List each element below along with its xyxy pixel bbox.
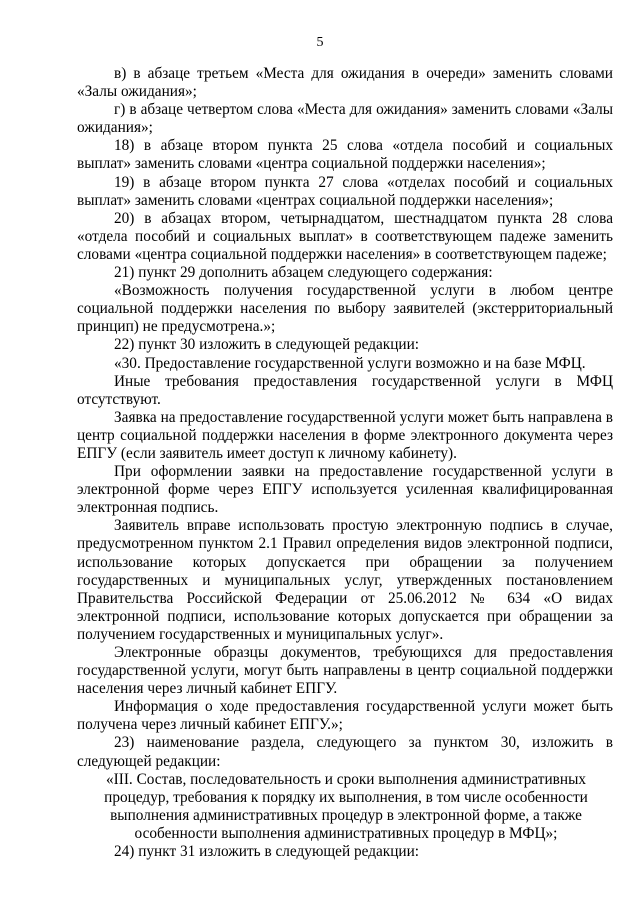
paragraph-item-21: 21) пункт 29 дополнить абзацем следующего содержания:: [114, 264, 493, 282]
paragraph-qualified-signature: При оформлении заявки на предоставление государственной услуги в электронной форме через ЕПГУ используется усиленная квалифицированная электронная подпись.: [77, 463, 613, 517]
paragraph-simple-signature: Заявитель вправе использовать простую электронную подпись в случае, предусмотренном пунктом 2.1 Правил определения видов электронной подписи, использование которых допускается при обращении за получением государственных и муниципальных услуг, утвержденных постановлением Правительства Российской Федерации от 25.06.2012 № 634 «О видах электронной подписи, использование которых допускается при обращении за получением государственных и муниципальных услуг».: [77, 517, 613, 643]
paragraph-electronic-documents: Электронные образцы документов, требующихся для предоставления государственной услуги, могут быть направлены в центр социальной поддержки населения через личный кабинет ЕПГУ.: [77, 644, 613, 698]
paragraph-item-21-quote: «Возможность получения государственной услуги в любом центре социальной поддержки населения по выбору заявителей (экстерриториальный принцип) не предусмотрена.»;: [77, 282, 613, 336]
paragraph-amendment-v: в) в абзаце третьем «Места для ожидания в очереди» заменить словами «Залы ожидания»;: [77, 65, 613, 101]
paragraph-item-18: 18) в абзаце втором пункта 25 слова «отдела пособий и социальных выплат» заменить словами «центра социальной поддержки населения»;: [77, 137, 613, 173]
section-heading-iii: «III. Состав, последовательность и сроки выполнения административных процедур, требования к порядку их выполнения, в том числе особенности выполнения административных процедур в электронной форме, а также особенности выполнения административных процедур в МФЦ»;: [104, 770, 588, 842]
paragraph-amendment-g: г) в абзаце четвертом слова «Места для ожидания» заменить словами «Залы ожидания»;: [77, 101, 613, 137]
paragraph-item-22: 22) пункт 30 изложить в следующей редакции:: [114, 336, 420, 354]
paragraph-item-30-quote: «30. Предоставление государственной услуги возможно и на базе МФЦ.: [114, 354, 586, 372]
paragraph-item-20: 20) в абзацах втором, четырнадцатом, шестнадцатом пункта 28 слова «отдела пособий и социальных выплат» в соответствующем падеже заменить словами «центра социальной поддержки населения» в соответствующем падеже;: [77, 209, 613, 263]
paragraph-progress-info: Информация о ходе предоставления государственной услуги может быть получена через личный кабинет ЕПГУ.»;: [77, 698, 613, 734]
paragraph-mfc-requirements: Иные требования предоставления государственной услуги в МФЦ отсутствуют.: [77, 372, 613, 408]
document-body: [77, 65, 613, 861]
paragraph-item-19: 19) в абзаце втором пункта 27 слова «отделах пособий и социальных выплат» заменить словами «центрах социальной поддержки населения»;: [77, 173, 613, 209]
paragraph-application-epgu: Заявка на предоставление государственной услуги может быть направлена в центр социальной поддержки населения в форме электронного документа через ЕПГУ (если заявитель имеет доступ к личному кабинету).: [77, 408, 613, 462]
paragraph-item-24: 24) пункт 31 изложить в следующей редакции:: [114, 843, 420, 861]
page-number: 5: [316, 35, 324, 50]
paragraph-item-23: 23) наименование раздела, следующего за пунктом 30, изложить в следующей редакции:: [77, 734, 613, 770]
